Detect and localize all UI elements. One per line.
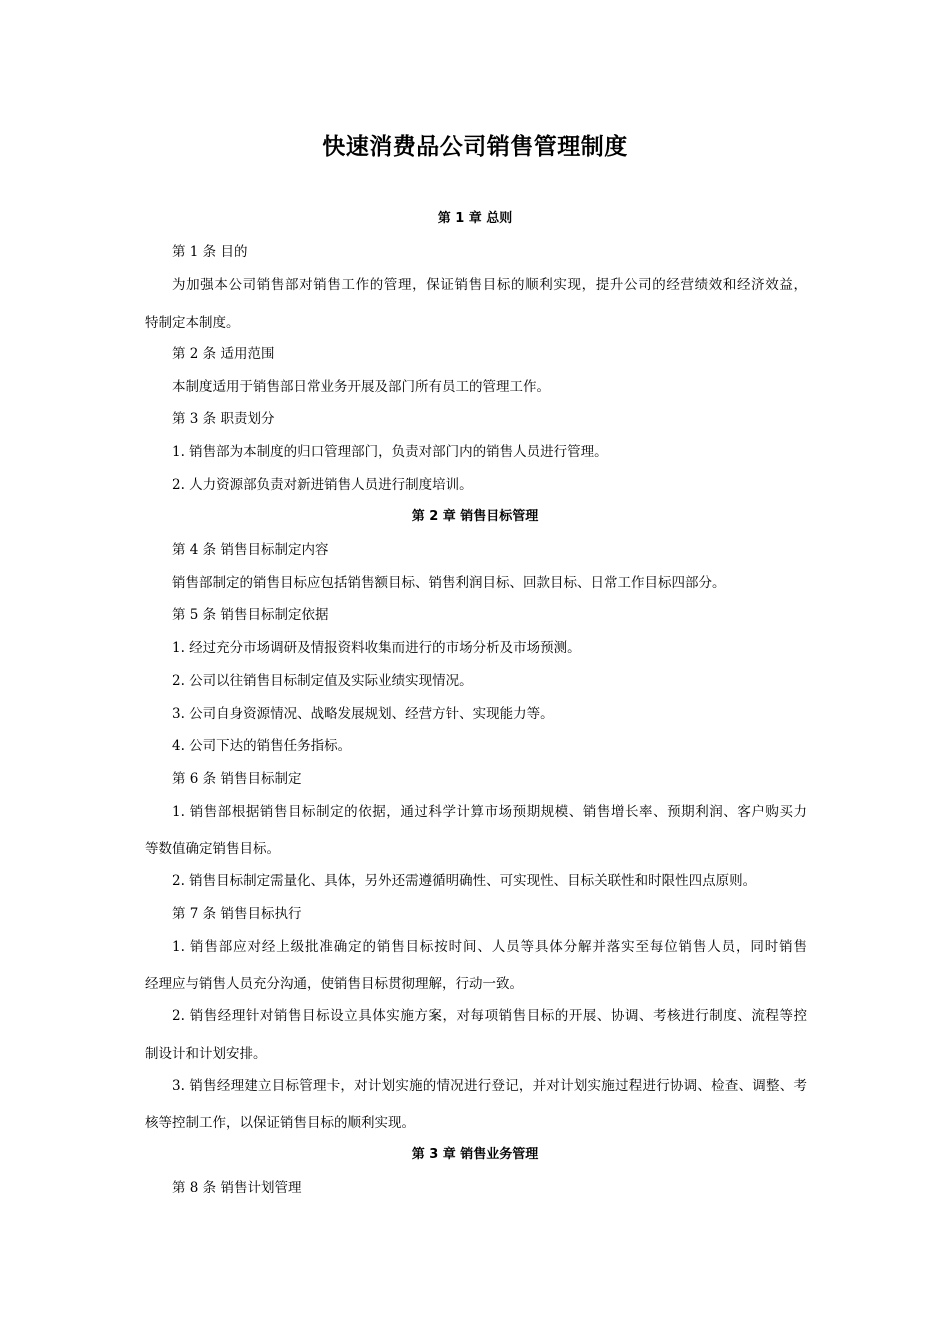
article-heading-1: 第 1 条 目的 bbox=[172, 244, 248, 260]
paragraph-line: 核等控制工作，以保证销售目标的顺利实现。 bbox=[145, 1115, 415, 1131]
article-heading-5: 第 5 条 销售目标制定依据 bbox=[172, 607, 329, 623]
article-heading-8: 第 8 条 销售计划管理 bbox=[172, 1180, 302, 1196]
chapter-heading-1: 第 1 章 总则 bbox=[437, 211, 513, 226]
list-item: 1. 销售部根据销售目标制定的依据，通过科学计算市场预期规模、销售增长率、预期利润、客户购买力 bbox=[172, 804, 807, 820]
article-heading-2: 第 2 条 适用范围 bbox=[172, 346, 275, 362]
list-item: 3. 公司自身资源情况、战略发展规划、经营方针、实现能力等。 bbox=[172, 706, 554, 722]
chapter-heading-3: 第 3 章 销售业务管理 bbox=[411, 1147, 539, 1162]
list-item: 2. 人力资源部负责对新进销售人员进行制度培训。 bbox=[172, 477, 473, 493]
paragraph-line: 为加强本公司销售部对销售工作的管理，保证销售目标的顺利实现，提升公司的经营绩效和经济效益， bbox=[172, 277, 807, 293]
chapter-heading-2: 第 2 章 销售目标管理 bbox=[411, 509, 539, 524]
article-heading-6: 第 6 条 销售目标制定 bbox=[172, 771, 302, 787]
article-heading-4: 第 4 条 销售目标制定内容 bbox=[172, 542, 329, 558]
article-heading-7: 第 7 条 销售目标执行 bbox=[172, 906, 302, 922]
paragraph-line: 制设计和计划安排。 bbox=[145, 1046, 267, 1062]
document-title: 快速消费品公司销售管理制度 bbox=[322, 134, 628, 160]
list-item: 1. 销售部为本制度的归口管理部门，负责对部门内的销售人员进行管理。 bbox=[172, 444, 608, 460]
article-heading-3: 第 3 条 职责划分 bbox=[172, 411, 275, 427]
paragraph-line: 本制度适用于销售部日常业务开展及部门所有员工的管理工作。 bbox=[172, 379, 550, 395]
paragraph-line: 等数值确定销售目标。 bbox=[145, 841, 280, 857]
paragraph-line: 经理应与销售人员充分沟通，使销售目标贯彻理解，行动一致。 bbox=[145, 976, 523, 992]
list-item: 1. 经过充分市场调研及情报资料收集而进行的市场分析及市场预测。 bbox=[172, 640, 581, 656]
list-item: 3. 销售经理建立目标管理卡，对计划实施的情况进行登记，并对计划实施过程进行协调、检查、调整、考 bbox=[172, 1078, 807, 1094]
list-item: 1. 销售部应对经上级批准确定的销售目标按时间、人员等具体分解并落实至每位销售人员，同时销售 bbox=[172, 939, 807, 955]
list-item: 2. 销售经理针对销售目标设立具体实施方案，对每项销售目标的开展、协调、考核进行制度、流程等控 bbox=[172, 1008, 807, 1024]
list-item: 2. 销售目标制定需量化、具体，另外还需遵循明确性、可实现性、目标关联性和时限性四点原则。 bbox=[172, 873, 757, 889]
paragraph-line: 特制定本制度。 bbox=[145, 315, 240, 331]
list-item: 4. 公司下达的销售任务指标。 bbox=[172, 738, 352, 754]
list-item: 2. 公司以往销售目标制定值及实际业绩实现情况。 bbox=[172, 673, 473, 689]
paragraph-line: 销售部制定的销售目标应包括销售额目标、销售利润目标、回款目标、日常工作目标四部分。 bbox=[172, 575, 726, 591]
